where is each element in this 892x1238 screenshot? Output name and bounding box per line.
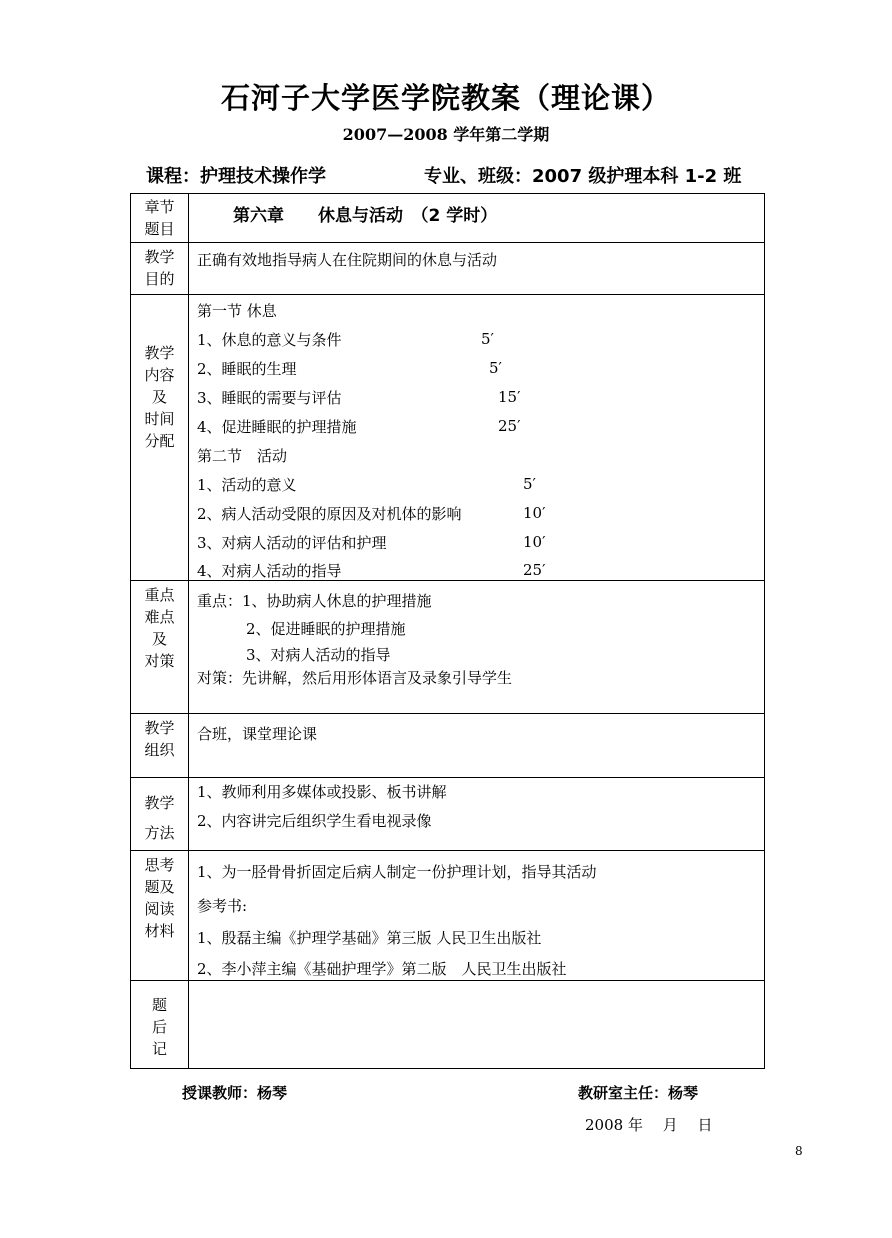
label-line: 章节	[144, 198, 175, 216]
label-line: 记	[151, 1040, 167, 1058]
label-line: 题目	[144, 220, 175, 238]
row-divider	[131, 777, 764, 778]
label-line: 组织	[144, 741, 175, 759]
row-divider	[131, 294, 764, 295]
document-title: 石河子大学医学院教案（理论课）	[220, 81, 671, 115]
content-minutes: 25′	[498, 417, 521, 435]
key-points-label	[131, 584, 188, 672]
content-minutes: 10′	[523, 504, 546, 522]
notes-label	[131, 994, 188, 1060]
director-signature: 教研室主任：杨琴	[578, 1084, 699, 1102]
lesson-plan-table	[130, 193, 765, 1069]
label-line: 题	[151, 996, 167, 1014]
key-point-line: 3、对病人活动的指导	[246, 646, 391, 664]
goal-label	[131, 246, 188, 290]
chapter-label	[131, 196, 188, 240]
content-item: 4、对病人活动的指导	[197, 562, 342, 580]
row-divider	[131, 713, 764, 714]
organization-label	[131, 717, 188, 761]
label-line: 教学	[144, 248, 175, 266]
class-info: 专业、班级：2007 级护理本科 1-2 班	[424, 166, 742, 187]
content-item: 第二节 活动	[197, 447, 288, 465]
reading-line: 1、殷磊主编《护理学基础》第三版 人民卫生出版社	[197, 929, 542, 947]
page-number: 8	[795, 1144, 803, 1158]
label-line: 材料	[144, 922, 175, 940]
label-line: 教学	[144, 344, 175, 362]
chapter-title: 第六章 休息与活动 （2 学时）	[233, 206, 498, 226]
course-name: 课程：护理技术操作学	[146, 166, 326, 187]
label-line: 题及	[144, 878, 175, 896]
key-point-line: 重点：1、协助病人休息的护理措施	[197, 592, 432, 610]
organization-text: 合班，课堂理论课	[197, 725, 318, 743]
label-line: 分配	[144, 432, 175, 450]
content-item: 4、促进睡眠的护理措施	[197, 418, 357, 436]
content-item: 1、活动的意义	[197, 476, 297, 494]
content-minutes: 15′	[498, 388, 521, 406]
content-item: 3、对病人活动的评估和护理	[197, 534, 387, 552]
label-line: 及	[151, 388, 167, 406]
content-item: 2、病人活动受限的原因及对机体的影响	[197, 505, 462, 523]
content-item: 2、睡眠的生理	[197, 360, 297, 378]
teacher-signature: 授课教师：杨琴	[182, 1084, 288, 1102]
method-line: 2、内容讲完后组织学生看电视录像	[197, 812, 432, 830]
label-line: 内容	[144, 366, 175, 384]
label-line: 重点	[144, 586, 175, 604]
content-minutes: 10′	[523, 533, 546, 551]
label-line: 对策	[144, 652, 175, 670]
column-divider	[188, 194, 189, 1068]
label-line: 目的	[144, 270, 175, 288]
method-line: 1、教师利用多媒体或投影、板书讲解	[197, 783, 447, 801]
content-item: 第一节 休息	[197, 302, 277, 320]
label-line: 后	[151, 1018, 167, 1036]
reading-line: 1、为一胫骨骨折固定后病人制定一份护理计划，指导其活动	[197, 863, 597, 881]
label-line: 方法	[144, 824, 175, 842]
label-line: 教学	[144, 794, 175, 812]
content-label	[131, 342, 188, 452]
reading-line: 参考书:	[197, 897, 248, 915]
content-item: 1、休息的意义与条件	[197, 331, 342, 349]
label-line: 及	[151, 630, 167, 648]
label-line: 阅读	[144, 900, 175, 918]
label-line: 教学	[144, 719, 175, 737]
reading-line: 2、李小萍主编《基础护理学》第二版 人民卫生出版社	[197, 960, 567, 978]
content-minutes: 5′	[481, 330, 494, 348]
label-line: 思考	[144, 856, 175, 874]
date-line: 2008 年 月 日	[585, 1116, 713, 1134]
row-divider	[131, 242, 764, 243]
content-minutes: 5′	[523, 475, 536, 493]
label-line: 时间	[144, 410, 175, 428]
row-divider	[131, 980, 764, 981]
reading-label	[131, 854, 188, 942]
content-minutes: 25′	[523, 561, 546, 579]
row-divider	[131, 850, 764, 851]
method-label	[131, 788, 188, 848]
key-point-line: 2、促进睡眠的护理措施	[246, 620, 406, 638]
strategy-line: 对策：先讲解，然后用形体语言及录象引导学生	[197, 669, 513, 687]
label-line: 难点	[144, 608, 175, 626]
semester: 2007—2008 学年第二学期	[342, 125, 550, 144]
goal-text: 正确有效地指导病人在住院期间的休息与活动	[197, 251, 498, 269]
content-item: 3、睡眠的需要与评估	[197, 389, 342, 407]
content-minutes: 5′	[489, 359, 502, 377]
